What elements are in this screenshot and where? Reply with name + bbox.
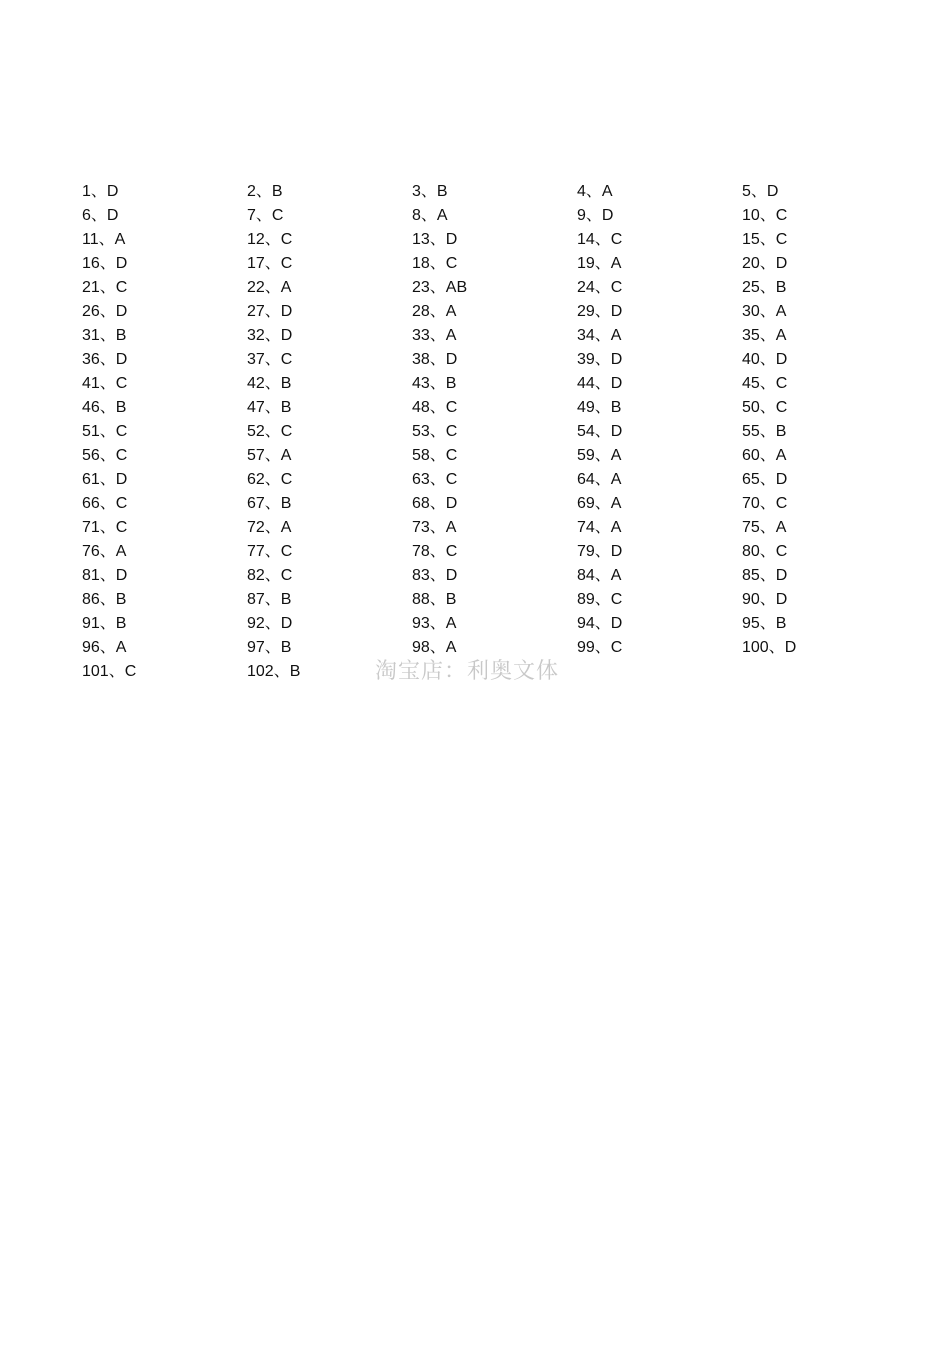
answer-item: 42、B (247, 375, 292, 392)
answer-item: 19、A (577, 255, 622, 272)
answer-item: 29、D (577, 303, 623, 320)
answer-item: 85、D (742, 567, 788, 584)
answer-item: 4、A (577, 183, 613, 200)
answer-item: 95、B (742, 615, 787, 632)
answer-item: 101、C (82, 663, 137, 680)
answer-item: 14、C (577, 231, 623, 248)
answer-item: 76、A (82, 543, 127, 560)
answer-item: 12、C (247, 231, 293, 248)
answer-item: 41、C (82, 375, 128, 392)
answer-item: 5、D (742, 183, 779, 200)
answer-item: 86、B (82, 591, 127, 608)
answer-item: 55、B (742, 423, 787, 440)
answer-item: 96、A (82, 639, 127, 656)
answer-item: 84、A (577, 567, 622, 584)
answer-item: 38、D (412, 351, 458, 368)
answer-item: 51、C (82, 423, 128, 440)
answer-item: 65、D (742, 471, 788, 488)
answer-item: 100、D (742, 639, 797, 656)
answer-item: 11、A (82, 231, 126, 248)
answer-item: 16、D (82, 255, 128, 272)
answer-item: 32、D (247, 327, 293, 344)
answer-item: 35、A (742, 327, 787, 344)
answer-item: 45、C (742, 375, 788, 392)
answer-item: 48、C (412, 399, 458, 416)
answer-item: 49、B (577, 399, 622, 416)
answer-item: 68、D (412, 495, 458, 512)
answer-item: 93、A (412, 615, 457, 632)
answer-item: 21、C (82, 279, 128, 296)
answer-item: 90、D (742, 591, 788, 608)
answer-item: 57、A (247, 447, 292, 464)
answer-item: 6、D (82, 207, 119, 224)
answer-item: 82、C (247, 567, 293, 584)
answer-item: 89、C (577, 591, 623, 608)
answer-item: 61、D (82, 471, 128, 488)
answer-item: 62、C (247, 471, 293, 488)
answer-item: 73、A (412, 519, 457, 536)
answer-item: 8、A (412, 207, 448, 224)
answer-item: 54、D (577, 423, 623, 440)
answer-key-grid (82, 180, 912, 684)
answer-item: 92、D (247, 615, 293, 632)
answer-item: 28、A (412, 303, 457, 320)
answer-item: 17、C (247, 255, 293, 272)
answer-item: 59、A (577, 447, 622, 464)
answer-item: 69、A (577, 495, 622, 512)
answer-item: 94、D (577, 615, 623, 632)
answer-item: 50、C (742, 399, 788, 416)
answer-item: 60、A (742, 447, 787, 464)
answer-item: 25、B (742, 279, 787, 296)
answer-item: 87、B (247, 591, 292, 608)
answer-item: 36、D (82, 351, 128, 368)
answer-item: 31、B (82, 327, 127, 344)
answer-item: 13、D (412, 231, 458, 248)
answer-item: 7、C (247, 207, 284, 224)
answer-item: 26、D (82, 303, 128, 320)
answer-item: 39、D (577, 351, 623, 368)
answer-item: 88、B (412, 591, 457, 608)
answer-item: 83、D (412, 567, 458, 584)
answer-item: 52、C (247, 423, 293, 440)
answer-item: 79、D (577, 543, 623, 560)
answer-item: 63、C (412, 471, 458, 488)
answer-item: 34、A (577, 327, 622, 344)
answer-item: 56、C (82, 447, 128, 464)
answer-item: 30、A (742, 303, 787, 320)
answer-item: 10、C (742, 207, 788, 224)
answer-item: 70、C (742, 495, 788, 512)
answer-item: 23、AB (412, 279, 468, 296)
answer-item: 67、B (247, 495, 292, 512)
answer-item: 27、D (247, 303, 293, 320)
answer-item: 9、D (577, 207, 614, 224)
answer-item: 53、C (412, 423, 458, 440)
answer-item: 33、A (412, 327, 457, 344)
answer-item: 71、C (82, 519, 128, 536)
answer-item: 78、C (412, 543, 458, 560)
answer-item: 74、A (577, 519, 622, 536)
answer-item: 40、D (742, 351, 788, 368)
answer-item: 2、B (247, 183, 283, 200)
answer-item: 22、A (247, 279, 292, 296)
answer-item: 72、A (247, 519, 292, 536)
answer-item: 64、A (577, 471, 622, 488)
answer-item: 18、C (412, 255, 458, 272)
answer-item: 24、C (577, 279, 623, 296)
answer-item: 66、C (82, 495, 128, 512)
watermark: 淘宝店：利奥文体 (375, 659, 560, 684)
answer-item: 58、C (412, 447, 458, 464)
answer-item: 47、B (247, 399, 292, 416)
answer-item: 98、A (412, 639, 457, 656)
answer-item: 81、D (82, 567, 128, 584)
answer-item: 20、D (742, 255, 788, 272)
answer-item: 102、B (247, 663, 301, 680)
answer-item: 75、A (742, 519, 787, 536)
answer-item: 46、B (82, 399, 127, 416)
answer-item: 37、C (247, 351, 293, 368)
answer-item: 44、D (577, 375, 623, 392)
answer-item: 97、B (247, 639, 292, 656)
answer-item: 43、B (412, 375, 457, 392)
answer-item: 99、C (577, 639, 623, 656)
answer-item: 91、B (82, 615, 127, 632)
answer-item: 1、D (82, 183, 119, 200)
answer-item: 80、C (742, 543, 788, 560)
answer-item: 3、B (412, 183, 448, 200)
answer-item: 15、C (742, 231, 788, 248)
answer-item: 77、C (247, 543, 293, 560)
